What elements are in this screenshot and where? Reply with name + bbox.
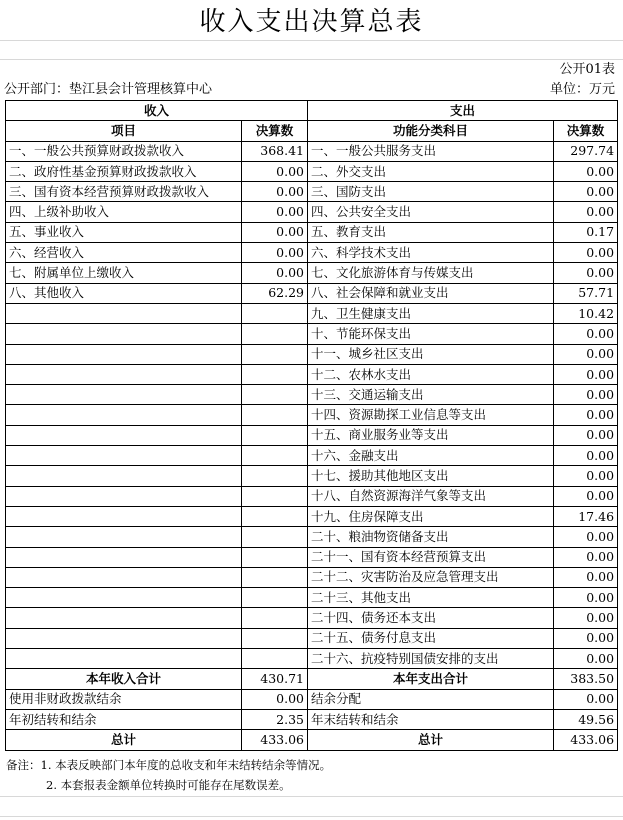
expense-item-name: 十、节能环保支出: [308, 324, 554, 344]
expense-amount-header: 决算数: [554, 121, 618, 141]
table-row: [6, 446, 618, 466]
unit-label: 单位：万元: [549, 82, 615, 97]
form-code: 公开01表: [559, 62, 615, 77]
expense-item-amount: 0.00: [554, 385, 618, 405]
empty-cell: [242, 303, 308, 323]
empty-cell: [242, 628, 308, 648]
table-row: [6, 141, 618, 161]
income-item-name: 八、其他收入: [6, 283, 242, 303]
expense-item-amount: 0.00: [554, 608, 618, 628]
expense-item-amount: 0.00: [554, 628, 618, 648]
expense-item-amount: 0.00: [554, 344, 618, 364]
table-row: [6, 161, 618, 181]
table-row: [6, 182, 618, 202]
expense-section-header: 支出: [308, 101, 618, 121]
empty-cell: [6, 649, 242, 669]
expense-item-amount: 0.00: [554, 364, 618, 384]
empty-cell: [6, 344, 242, 364]
empty-cell: [6, 527, 242, 547]
empty-cell: [242, 405, 308, 425]
income-item-amount: 0.00: [242, 202, 308, 222]
expense-item-amount: 0.00: [554, 243, 618, 263]
expense-item-amount: 0.00: [554, 649, 618, 669]
empty-cell: [242, 649, 308, 669]
income-item-name: 二、政府性基金预算财政拨款收入: [6, 161, 242, 181]
income-item-name: 一、一般公共预算财政拨款收入: [6, 141, 242, 161]
summary-income-name: 使用非财政拨款结余: [6, 689, 242, 709]
section-header-row: [6, 101, 618, 121]
empty-cell: [6, 385, 242, 405]
expense-item-amount: 0.00: [554, 405, 618, 425]
income-item-amount: 368.41: [242, 141, 308, 161]
income-item-amount: 62.29: [242, 283, 308, 303]
expense-item-amount: 0.00: [554, 547, 618, 567]
expense-item-amount: 0.00: [554, 567, 618, 587]
expense-item-header: 功能分类科目: [308, 121, 554, 141]
table-row: [6, 243, 618, 263]
expense-item-name: 九、卫生健康支出: [308, 303, 554, 323]
summary-expense-name: 结余分配: [308, 689, 554, 709]
expense-item-name: 十一、城乡社区支出: [308, 344, 554, 364]
empty-cell: [6, 324, 242, 344]
empty-cell: [6, 446, 242, 466]
table-row: [6, 466, 618, 486]
expense-item-name: 十七、援助其他地区支出: [308, 466, 554, 486]
table-row: [6, 649, 618, 669]
expense-item-amount: 0.00: [554, 202, 618, 222]
note-2: 2. 本套报表金额单位转换时可能存在尾数误差。: [46, 778, 291, 792]
summary-expense-amount: 433.06: [554, 730, 618, 750]
expense-item-name: 十八、自然资源海洋气象等支出: [308, 486, 554, 506]
expense-item-amount: 0.00: [554, 527, 618, 547]
expense-item-amount: 17.46: [554, 506, 618, 526]
expense-item-amount: 0.00: [554, 263, 618, 283]
expense-item-amount: 0.00: [554, 486, 618, 506]
income-item-amount: 0.00: [242, 161, 308, 181]
expense-item-name: 二十五、债务付息支出: [308, 628, 554, 648]
department-label: 公开部门：垫江县会计管理核算中心: [4, 82, 213, 97]
expense-item-name: 五、教育支出: [308, 222, 554, 242]
empty-cell: [6, 425, 242, 445]
empty-cell: [242, 588, 308, 608]
empty-cell: [242, 425, 308, 445]
empty-cell: [242, 385, 308, 405]
expense-item-amount: 0.17: [554, 222, 618, 242]
table-row: [6, 588, 618, 608]
empty-cell: [6, 466, 242, 486]
summary-income-name: 总计: [6, 730, 242, 750]
empty-spreadsheet-rows: [0, 40, 623, 60]
summary-expense-amount: 383.50: [554, 669, 618, 689]
report-title: 收入支出决算总表: [199, 7, 424, 37]
table-row: [6, 202, 618, 222]
expense-item-amount: 0.00: [554, 182, 618, 202]
table-row: [6, 506, 618, 526]
summary-expense-name: 本年支出合计: [308, 669, 554, 689]
expense-item-amount: 10.42: [554, 303, 618, 323]
expense-item-amount: 0.00: [554, 446, 618, 466]
summary-expense-name: 年末结转和结余: [308, 709, 554, 729]
summary-expense-amount: 0.00: [554, 689, 618, 709]
table-row: [6, 527, 618, 547]
empty-cell: [6, 364, 242, 384]
table-row: [6, 385, 618, 405]
summary-income-name: 本年收入合计: [6, 669, 242, 689]
income-item-header: 项目: [6, 121, 242, 141]
expense-item-name: 七、文化旅游体育与传媒支出: [308, 263, 554, 283]
summary-row: [6, 709, 618, 729]
income-item-amount: 0.00: [242, 222, 308, 242]
summary-income-amount: 430.71: [242, 669, 308, 689]
empty-cell: [242, 344, 308, 364]
expense-item-amount: 57.71: [554, 283, 618, 303]
income-item-amount: 0.00: [242, 243, 308, 263]
expense-item-name: 一、一般公共服务支出: [308, 141, 554, 161]
income-expense-table: [5, 100, 618, 751]
table-row: [6, 547, 618, 567]
income-item-amount: 0.00: [242, 182, 308, 202]
empty-cell: [6, 506, 242, 526]
expense-item-name: 八、社会保障和就业支出: [308, 283, 554, 303]
expense-item-name: 十二、农林水支出: [308, 364, 554, 384]
summary-income-amount: 0.00: [242, 689, 308, 709]
table-row: [6, 628, 618, 648]
empty-cell: [242, 466, 308, 486]
expense-item-name: 二十三、其他支出: [308, 588, 554, 608]
empty-cell: [6, 547, 242, 567]
expense-item-name: 二十一、国有资本经营预算支出: [308, 547, 554, 567]
empty-cell: [242, 364, 308, 384]
expense-item-name: 十四、资源勘探工业信息等支出: [308, 405, 554, 425]
empty-cell: [242, 324, 308, 344]
summary-row: [6, 689, 618, 709]
income-amount-header: 决算数: [242, 121, 308, 141]
empty-cell: [6, 486, 242, 506]
expense-item-name: 二、外交支出: [308, 161, 554, 181]
expense-item-name: 十三、交通运输支出: [308, 385, 554, 405]
empty-cell: [242, 506, 308, 526]
summary-expense-amount: 49.56: [554, 709, 618, 729]
table-row: [6, 263, 618, 283]
table-row: [6, 425, 618, 445]
summary-income-name: 年初结转和结余: [6, 709, 242, 729]
note-1: 备注：1. 本表反映部门本年度的总收支和年末结转结余等情况。: [6, 758, 332, 772]
empty-cell: [6, 588, 242, 608]
empty-cell: [242, 527, 308, 547]
table-row: [6, 222, 618, 242]
empty-cell: [242, 446, 308, 466]
expense-item-amount: 0.00: [554, 425, 618, 445]
expense-item-name: 三、国防支出: [308, 182, 554, 202]
income-item-name: 四、上级补助收入: [6, 202, 242, 222]
income-item-name: 七、附属单位上缴收入: [6, 263, 242, 283]
table-row: [6, 608, 618, 628]
table-row: [6, 324, 618, 344]
income-item-name: 五、事业收入: [6, 222, 242, 242]
expense-item-name: 二十二、灾害防治及应急管理支出: [308, 567, 554, 587]
expense-item-amount: 0.00: [554, 161, 618, 181]
empty-cell: [6, 628, 242, 648]
income-item-name: 六、经营收入: [6, 243, 242, 263]
expense-item-name: 四、公共安全支出: [308, 202, 554, 222]
expense-item-amount: 297.74: [554, 141, 618, 161]
income-section-header: 收入: [6, 101, 308, 121]
table-row: [6, 303, 618, 323]
empty-cell: [242, 486, 308, 506]
empty-cell: [6, 303, 242, 323]
expense-item-name: 十六、金融支出: [308, 446, 554, 466]
table-row: [6, 405, 618, 425]
expense-item-name: 六、科学技术支出: [308, 243, 554, 263]
expense-item-amount: 0.00: [554, 588, 618, 608]
empty-cell: [6, 567, 242, 587]
empty-cell: [6, 405, 242, 425]
summary-row: [6, 669, 618, 689]
expense-item-amount: 0.00: [554, 324, 618, 344]
table-row: [6, 344, 618, 364]
summary-row: [6, 730, 618, 750]
empty-cell: [242, 567, 308, 587]
expense-item-name: 二十、粮油物资储备支出: [308, 527, 554, 547]
income-item-name: 三、国有资本经营预算财政拨款收入: [6, 182, 242, 202]
expense-item-name: 二十六、抗疫特别国债安排的支出: [308, 649, 554, 669]
income-item-amount: 0.00: [242, 263, 308, 283]
column-header-row: [6, 121, 618, 141]
table-row: [6, 567, 618, 587]
empty-cell: [242, 608, 308, 628]
empty-cell: [242, 547, 308, 567]
expense-item-name: 二十四、债务还本支出: [308, 608, 554, 628]
table-row: [6, 364, 618, 384]
empty-cell: [6, 608, 242, 628]
expense-item-amount: 0.00: [554, 466, 618, 486]
expense-item-name: 十五、商业服务业等支出: [308, 425, 554, 445]
table-row: [6, 283, 618, 303]
summary-income-amount: 433.06: [242, 730, 308, 750]
expense-item-name: 十九、住房保障支出: [308, 506, 554, 526]
table-row: [6, 486, 618, 506]
summary-expense-name: 总计: [308, 730, 554, 750]
summary-income-amount: 2.35: [242, 709, 308, 729]
